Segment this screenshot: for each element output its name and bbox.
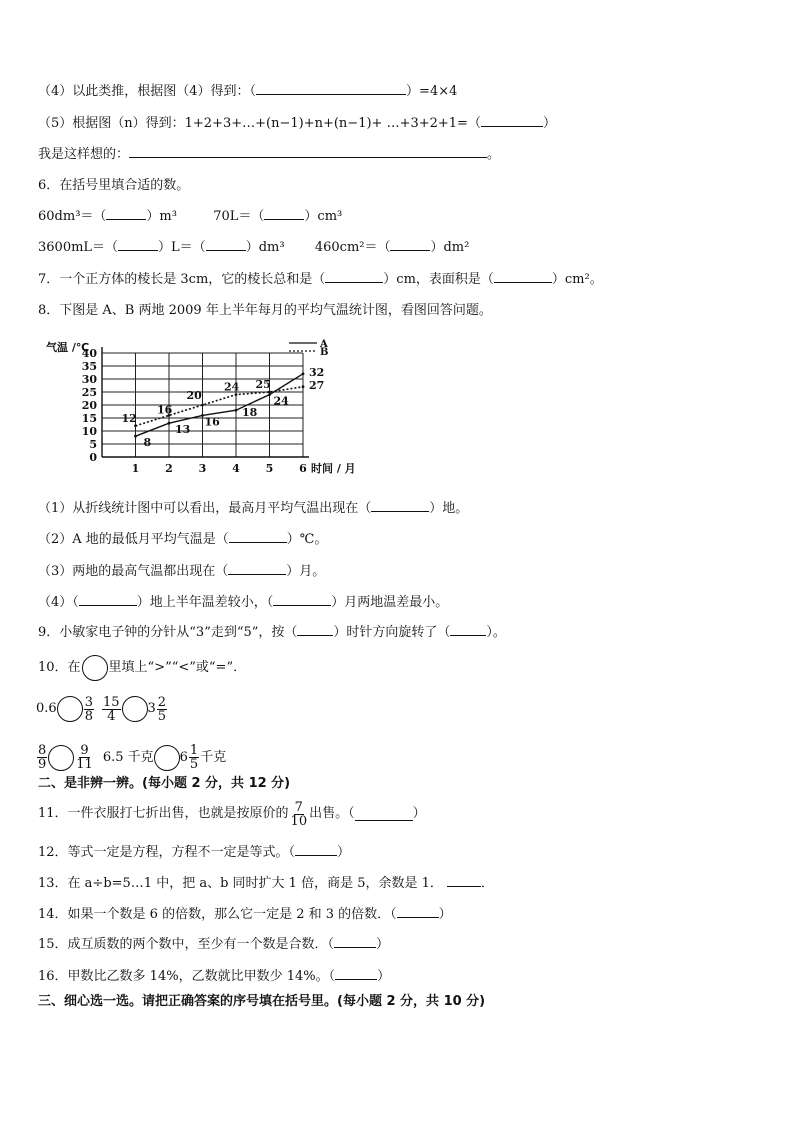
q5-line5-pre: （5）根据图（n）得到：1+2+3+…+(n−1)+n+(n−1)+ …+3+2+1=（	[38, 116, 481, 131]
q5-line5-post: ）	[542, 116, 556, 131]
q10-r1-whole: 3	[147, 701, 156, 716]
fraction	[37, 744, 47, 771]
answer-blank[interactable]	[295, 843, 337, 856]
x-tick-label: 2	[165, 462, 173, 475]
q10-title	[38, 654, 246, 682]
q10-r2-whole: 6	[179, 749, 188, 765]
q10-post: 里填上“>”“<”或“=”．	[108, 660, 247, 675]
q7-post: ）cm²。	[551, 272, 603, 287]
q16	[38, 967, 390, 986]
q10-pre: 10．在	[38, 660, 81, 675]
q6-a2-pre: 70L＝（	[213, 209, 265, 224]
data-label-A: 32	[309, 365, 325, 379]
data-point-B	[134, 424, 137, 427]
q9-pre: 9．小敏家电子钟的分针从“3”走到“5”，按（	[38, 625, 298, 640]
answer-blank[interactable]	[129, 145, 487, 158]
answer-blank[interactable]	[397, 905, 439, 918]
legend-label-B: B	[320, 347, 329, 358]
q12	[38, 843, 350, 862]
circle-blank[interactable]	[154, 745, 180, 771]
q5-thinking-pre: 我是这样想的：	[38, 147, 130, 162]
x-tick-label: 5	[265, 462, 274, 475]
y-axis-title: 气温 /℃	[46, 341, 90, 354]
q13	[38, 874, 494, 893]
answer-blank[interactable]	[229, 530, 287, 543]
circle-blank[interactable]	[48, 745, 74, 771]
answer-blank[interactable]	[118, 238, 158, 251]
fraction	[102, 696, 121, 723]
answer-blank[interactable]	[264, 207, 304, 220]
answer-blank[interactable]	[494, 270, 552, 283]
q8-s2-pre: （2）A 地的最低月平均气温是（	[38, 532, 229, 547]
y-tick-label: 35	[81, 360, 97, 373]
y-tick-label: 25	[81, 386, 97, 399]
q15-pre: 15．成互质数的两个数中，至少有一个数是合数．（	[38, 937, 335, 952]
fraction-denominator: 4	[107, 708, 116, 724]
x-tick-label: 6	[299, 462, 307, 475]
q5-line5	[38, 114, 556, 133]
fraction	[157, 696, 167, 723]
q11-post: ）	[412, 806, 426, 821]
q8-s1-pre: （1）从折线统计图中可以看出，最高月平均气温出现在（	[38, 501, 372, 516]
q13-post: ．	[480, 876, 494, 891]
fraction-numerator: 3	[84, 694, 93, 710]
data-label-B: 12	[121, 411, 137, 425]
data-point-B	[235, 393, 238, 396]
q8-sub3	[38, 562, 325, 581]
section3-title: 三、细心选一选。请把正确答案的序号填在括号里。(每小题 2 分，共 10 分)	[38, 994, 486, 1009]
data-point-A	[235, 409, 238, 412]
q11	[38, 797, 426, 831]
q8-s2-post: ）℃。	[286, 532, 328, 547]
q7	[38, 270, 603, 289]
chart-labels	[122, 366, 325, 449]
legend-label-A: A	[320, 339, 328, 350]
data-label-B: 24	[224, 380, 240, 394]
answer-blank[interactable]	[79, 593, 137, 606]
answer-blank[interactable]	[256, 82, 406, 95]
y-tick-label: 10	[81, 425, 97, 438]
fraction-denominator: 10	[290, 813, 308, 829]
q6-b2-post: ）dm²	[430, 240, 470, 255]
fraction	[84, 696, 94, 723]
answer-blank[interactable]	[371, 499, 429, 512]
q5-line4-pre: （4）以此类推，根据图（4）得到：（	[38, 84, 257, 99]
circle-blank[interactable]	[57, 696, 83, 722]
q6-row2	[38, 238, 469, 257]
q6-a1-pre: 60dm³＝（	[38, 209, 107, 224]
q14-pre: 14．如果一个数是 6 的倍数，那么它一定是 2 和 3 的倍数．（	[38, 907, 397, 922]
q13-pre: 13．在 a÷b=5…1 中，把 a、b 同时扩大 1 倍，商是 5，余数是 1．	[38, 876, 443, 891]
data-label-B: 27	[309, 378, 325, 392]
q8-s3-post: ）月。	[286, 564, 326, 579]
answer-blank[interactable]	[450, 623, 486, 636]
x-tick-label: 1	[131, 462, 140, 475]
q6-a2-post: ）cm³	[304, 209, 343, 224]
answer-blank[interactable]	[325, 270, 383, 283]
q11-pre: 11．一件衣服打七折出售，也就是按原价的	[38, 806, 289, 821]
data-label-A: 13	[175, 423, 191, 437]
fraction-numerator: 1	[189, 743, 199, 758]
answer-blank[interactable]	[273, 593, 331, 606]
q5-thinking-post: 。	[487, 147, 501, 162]
y-tick-label: 20	[81, 399, 97, 412]
chart-legend	[289, 339, 328, 358]
q6-b1-pre: 3600mL＝（	[38, 240, 119, 255]
data-label-A: 16	[204, 415, 220, 429]
q8-sub2	[38, 530, 327, 549]
section2-title: 二、是非辨一辨。(每小题 2 分，共 12 分)	[38, 776, 291, 791]
data-label-A: 8	[143, 436, 152, 450]
answer-blank[interactable]	[334, 935, 376, 948]
data-label-A: 24	[273, 394, 289, 408]
q14-post: ）	[438, 907, 452, 922]
data-label-B: 25	[255, 378, 271, 391]
fraction-numerator: 2	[157, 694, 167, 710]
q8-s4-pre: （4）（	[38, 595, 79, 610]
q10-r2-b: 6.5 千克	[102, 749, 154, 765]
q9-post: ）。	[486, 625, 506, 640]
q8-s4-post: ）月两地温差最小。	[331, 595, 449, 610]
q9	[38, 623, 506, 642]
temperature-line-chart	[44, 337, 356, 479]
y-tick-label: 5	[89, 438, 97, 451]
y-tick-label: 30	[81, 373, 97, 386]
data-point-A	[168, 422, 171, 425]
x-axis-title: 时间 / 月	[311, 462, 356, 475]
fraction-numerator: 15	[102, 694, 120, 710]
q7-pre: 7．一个正方体的棱长是 3cm，它的棱长总和是（	[38, 272, 326, 287]
fraction-denominator: 5	[157, 708, 167, 724]
q7-mid: ）cm，表面积是（	[383, 272, 494, 287]
answer-blank[interactable]	[297, 623, 333, 636]
data-point-B	[302, 385, 305, 388]
data-label-A: 18	[242, 406, 258, 420]
q16-post: ）	[377, 969, 391, 984]
data-point-B	[268, 391, 271, 394]
answer-blank[interactable]	[228, 562, 286, 575]
data-point-A	[268, 393, 271, 396]
fraction	[75, 744, 94, 771]
q6-a1-post: ）m³	[146, 209, 177, 224]
answer-blank[interactable]	[481, 114, 543, 127]
q8-s1-post: ）地。	[429, 501, 469, 516]
data-point-B	[201, 404, 204, 407]
y-tick-label: 40	[81, 347, 97, 360]
answer-blank[interactable]	[447, 874, 481, 887]
data-point-A	[302, 372, 305, 375]
q6-b1-post: ）dm³	[245, 240, 285, 255]
fraction-numerator: 7	[294, 799, 303, 815]
q10-row1	[36, 694, 168, 724]
q6-b1-mid: ）L＝（	[158, 240, 206, 255]
q10-r2-unit: 千克	[200, 749, 227, 765]
answer-blank[interactable]	[390, 238, 430, 251]
data-point-A	[134, 435, 137, 438]
q6-row1	[38, 207, 342, 226]
fraction-denominator: 5	[189, 757, 199, 772]
fraction-denominator: 8	[84, 708, 93, 724]
q15	[38, 935, 389, 954]
q8-s4-mid: ）地上半年温差较小，（	[136, 595, 274, 610]
y-tick-label: 15	[81, 412, 97, 425]
q5-line4-post: ）=4×4	[406, 84, 458, 99]
x-tick-label: 4	[232, 462, 240, 475]
q5-line4	[38, 82, 457, 101]
q5-thinking	[38, 145, 500, 164]
answer-blank[interactable]	[106, 207, 146, 220]
q8-title: 8．下图是 A、B 两地 2009 年上半年每月的平均气温统计图，看图回答问题。	[38, 303, 492, 318]
q8-sub4	[38, 593, 448, 612]
q8-sub1	[38, 499, 468, 518]
fraction-denominator: 11	[76, 757, 93, 772]
y-tick-label: 0	[89, 451, 97, 464]
q15-post: ）	[376, 937, 390, 952]
q6-b2-pre: 460cm²＝（	[314, 240, 391, 255]
x-tick-label: 3	[198, 462, 207, 475]
chart-ticks	[46, 340, 356, 475]
q12-post: ）	[337, 845, 351, 860]
fraction-numerator: 9	[80, 743, 89, 758]
q9-mid: ）时针方向旋转了（	[333, 625, 451, 640]
fraction	[290, 801, 309, 828]
fraction-numerator: 8	[38, 743, 47, 758]
q16-pre: 16．甲数比乙数多 14%，乙数就比甲数少 14%。（	[38, 969, 336, 984]
answer-blank[interactable]	[335, 967, 377, 980]
q10-row2	[36, 734, 226, 775]
data-point-A	[201, 414, 204, 417]
answer-blank[interactable]	[355, 808, 413, 821]
q6-title: 6．在括号里填合适的数。	[38, 178, 190, 193]
data-label-B: 16	[157, 403, 173, 417]
q10-r1-a: 0.6	[36, 701, 57, 716]
answer-blank[interactable]	[206, 238, 246, 251]
fraction	[189, 744, 199, 771]
q14	[38, 905, 452, 924]
q8-s3-pre: （3）两地的最高气温都出现在（	[38, 564, 229, 579]
circle-blank[interactable]	[82, 655, 108, 681]
fraction-denominator: 9	[38, 757, 47, 772]
q11-mid: 出售。（	[309, 806, 355, 821]
circle-blank[interactable]	[122, 696, 148, 722]
q12-pre: 12．等式一定是方程，方程不一定是等式。（	[38, 845, 296, 860]
data-label-B: 20	[186, 389, 202, 402]
